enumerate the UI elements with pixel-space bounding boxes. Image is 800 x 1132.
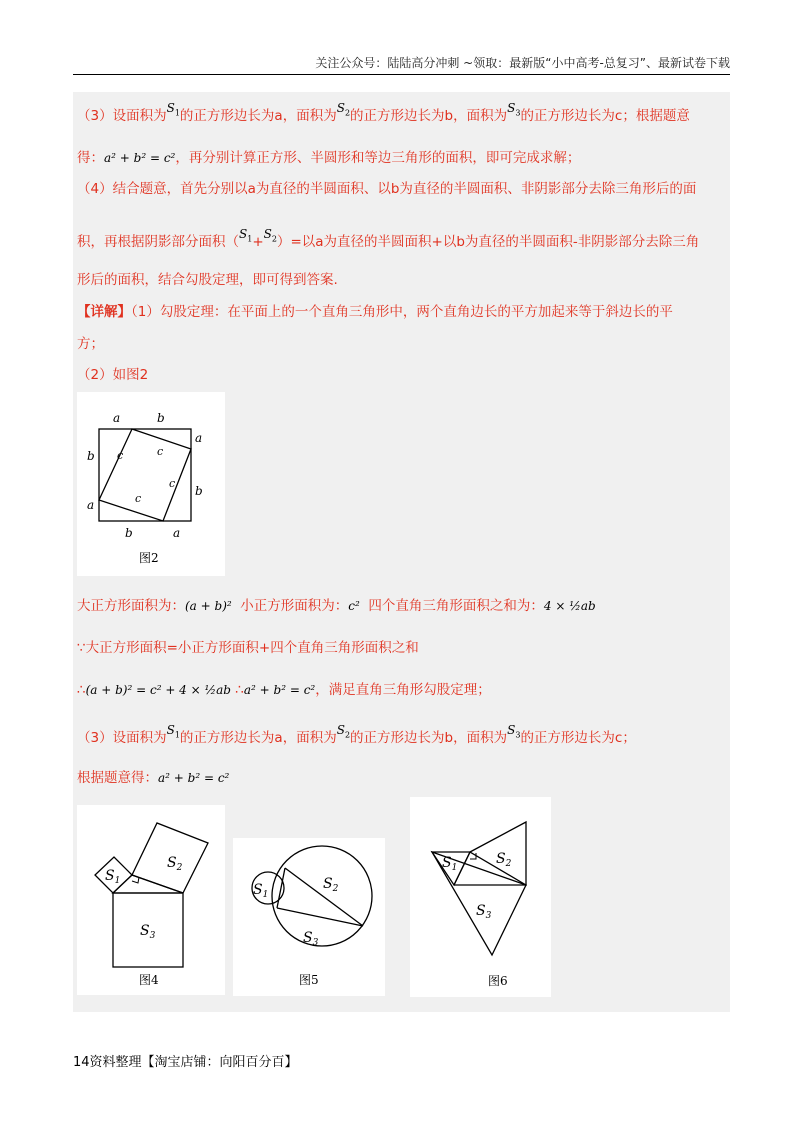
label-s1: $S_1$ — [253, 882, 269, 900]
symbol-s2: $S_2$ — [336, 101, 351, 118]
figure-5 — [233, 838, 385, 996]
label-b-top: b — [157, 411, 165, 425]
analysis-p4-line3: 形后的面积，结合勾股定理，即可得到答案. — [77, 272, 338, 288]
label-a-top: a — [113, 411, 121, 425]
text: ，满足直角三角形勾股定理； — [315, 682, 491, 698]
label-s3: $S_3$ — [476, 903, 492, 921]
label-a-bottom: a — [173, 526, 181, 540]
figure-2-caption: 图2 — [139, 551, 159, 565]
detail-because: ∵大正方形面积=小正方形面积+四个直角三角形面积之和 — [77, 640, 419, 656]
figure-2-diagram — [77, 392, 225, 576]
label-c-2: c — [157, 445, 164, 458]
label-a-right: a — [195, 431, 203, 445]
figure-6-diagram — [410, 797, 551, 997]
formula: a² + b² = c² — [158, 771, 230, 785]
text: ）=以a为直径的半圆面积+以b为直径的半圆面积-非阴影部分去除三角 — [276, 234, 700, 250]
detail-label: 【详解】 — [77, 304, 131, 320]
figure-5-diagram — [233, 838, 385, 996]
page-header — [73, 52, 730, 75]
figure-5-caption: 图5 — [299, 973, 319, 987]
formula: a² + b² = c² — [104, 151, 176, 165]
page-number: 14 — [73, 1055, 90, 1070]
text: 的正方形边长为a，面积为 — [179, 730, 337, 746]
text: 积，再根据阴影部分面积（ — [77, 234, 239, 250]
text: 根据题意得： — [77, 770, 158, 786]
detail-p1-line2: 方； — [77, 336, 104, 352]
header-text: 关注公众号：陆陆高分冲刺 ~领取：最新版“小中高考-总复习”、最新试卷下载 — [315, 56, 730, 70]
formula: 4 × ½ab — [543, 599, 596, 613]
analysis-p3-line2 — [77, 148, 580, 168]
text: 大正方形面积为： — [77, 598, 185, 614]
figure-6-caption: 图6 — [488, 974, 508, 988]
page-footer — [73, 1051, 298, 1070]
figure-4-diagram — [77, 805, 225, 995]
text: 的正方形边长为a，面积为 — [179, 108, 337, 124]
label-c-4: c — [135, 492, 142, 505]
symbol-s1: $S_1$ — [239, 227, 253, 244]
label-b-left: b — [87, 449, 95, 463]
text: 的正方形边长为c； — [520, 730, 636, 746]
text: 四个直角三角形面积之和为： — [368, 598, 544, 614]
label-s3: $S_3$ — [140, 923, 156, 941]
label-s1: $S_1$ — [442, 855, 458, 873]
figure-4-caption: 图4 — [139, 973, 159, 987]
detail-p2: （2）如图2 — [77, 367, 149, 383]
symbol-s3: $S_3$ — [507, 101, 521, 118]
detail-area-line — [77, 596, 596, 616]
symbol-s1: $S_1$ — [166, 101, 180, 118]
label-c-1: c — [117, 449, 124, 462]
footer-text: 资料整理【淘宝店铺：向阳百分百】 — [89, 1055, 298, 1070]
label-s2: $S_2$ — [167, 855, 183, 873]
text: （3）设面积为 — [77, 730, 167, 746]
label-b-bottom: b — [125, 526, 133, 540]
figure-4 — [77, 805, 225, 995]
symbol-s2: $S_2$ — [263, 227, 277, 244]
label-s2: $S_2$ — [496, 851, 512, 869]
detail-p3-line2 — [77, 768, 229, 788]
text: ∴ — [235, 682, 244, 698]
text: 得： — [77, 150, 104, 166]
formula: (a + b)² = c² + 4 × ½ab — [85, 683, 231, 697]
label-c-3: c — [169, 477, 176, 490]
symbol-s3: $S_3$ — [507, 723, 521, 740]
text: 的正方形边长为b，面积为 — [350, 730, 508, 746]
label-a-left: a — [87, 498, 95, 512]
text: （3）设面积为 — [77, 108, 167, 124]
formula: (a + b)² — [185, 599, 232, 613]
formula: a² + b² = c² — [243, 683, 316, 697]
detail-therefore — [77, 680, 491, 700]
text: ，再分别计算正方形、半圆形和等边三角形的面积，即可完成求解； — [175, 150, 581, 166]
text: （1）勾股定理：在平面上的一个直角三角形中，两个直角边长的平方加起来等于斜边长的平 — [131, 304, 673, 320]
text: 的正方形边长为c；根据题意 — [520, 108, 690, 124]
detail-p3-line1 — [77, 723, 636, 753]
formula: c² — [348, 599, 360, 613]
label-s1: $S_1$ — [105, 868, 121, 886]
figure-6 — [410, 797, 551, 997]
label-s2: $S_2$ — [323, 876, 339, 894]
symbol-s1: $S_1$ — [166, 723, 180, 740]
answer-content — [73, 92, 730, 1012]
analysis-p4-line1: （4）结合题意，首先分别以a为直径的半圆面积、以b为直径的半圆面积、非阴影部分去除三角形后的面 — [77, 181, 697, 197]
detail-p1-line1 — [77, 302, 673, 322]
label-b-right: b — [195, 484, 203, 498]
label-s3: $S_3$ — [303, 930, 319, 948]
text: 小正方形面积为： — [240, 598, 349, 614]
text: + — [252, 234, 264, 250]
text: 的正方形边长为b，面积为 — [350, 108, 508, 124]
text: ∴ — [77, 682, 86, 698]
analysis-p4-line2 — [77, 227, 700, 257]
symbol-s2: $S_2$ — [336, 723, 351, 740]
analysis-p3-line1 — [77, 101, 690, 131]
figure-2 — [77, 392, 225, 576]
